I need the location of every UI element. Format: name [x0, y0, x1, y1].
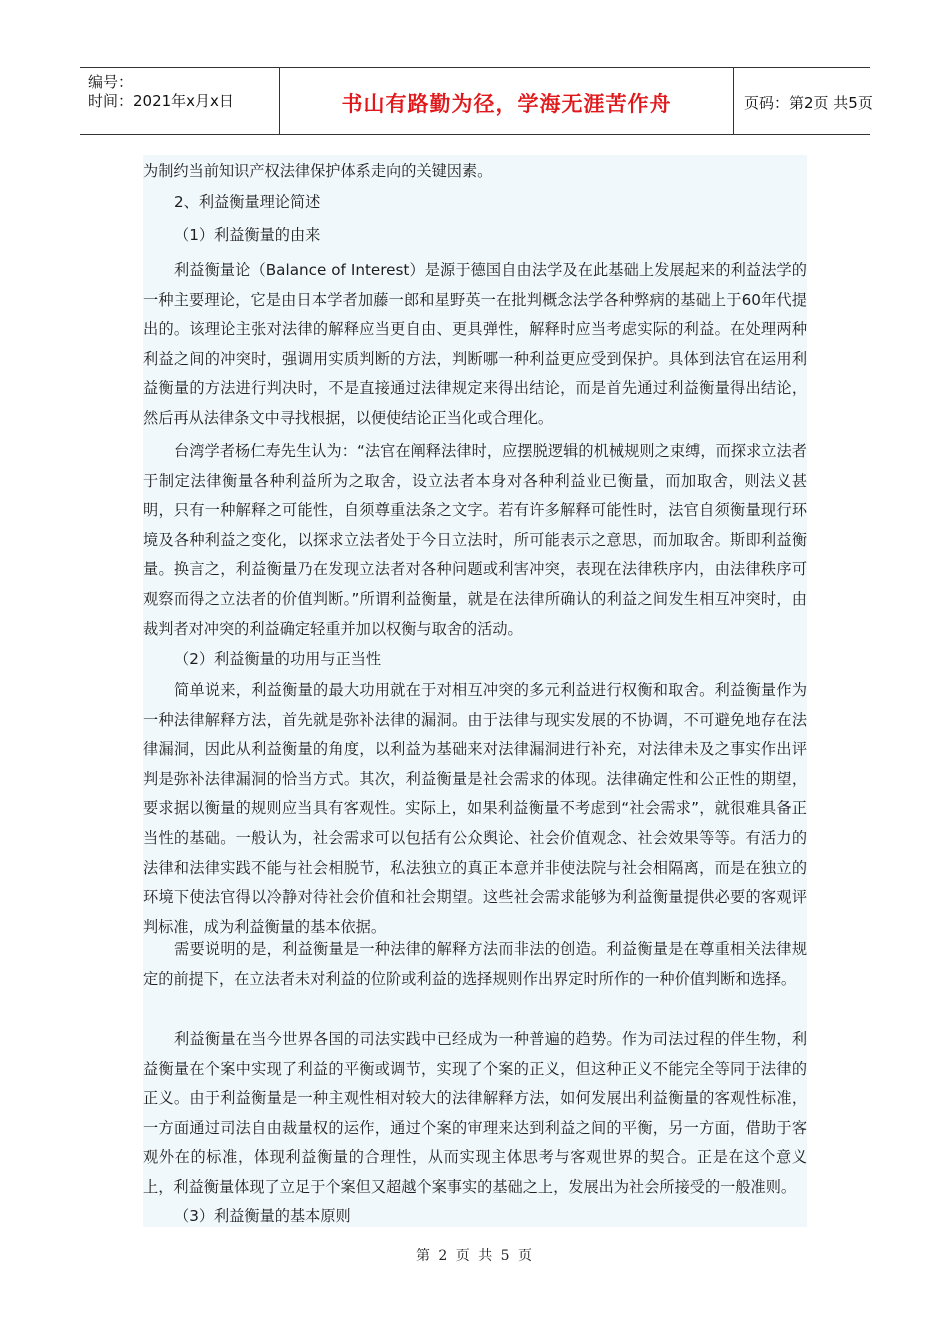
- document-number-label: 编号：: [88, 73, 134, 91]
- paragraph-origin: 利益衡量论（Balance of Interest）是源于德国自由法学及在此基础上发展起来的利益法学的一种主要理论，它是由日本学者加藤一郎和星野英一在批判概念法学各种弊病的基础上于60年代提出的。该理论主张对法律的解释应当更自由、更具弹性，解释时应当考虑实际的利益。在处理两种利益之间的冲突时，强调用实质判断的方法，判断哪一种利益更应受到保护。具体到法官在运用利益衡量的方法进行判决时，不是直接通过法律规定来得出结论，而是首先通过利益衡量得出结论，然后再从法律条文中寻找根据，以便使结论正当化或合理化。: [143, 261, 807, 427]
- paragraph-yang-quote: 台湾学者杨仁寿先生认为：“法官在阐释法律时，应摆脱逻辑的机械规则之束缚，而探求立法者于制定法律衡量各种利益所为之取舍，设立法者本身对各种利益业已衡量，而加取舍，则法义甚明，只有一种解释之可能性，自须尊重法条之文字。若有许多解释可能性时，法官自须衡量现行环境及各种利益之变化，以探求立法者处于今日立法时，所可能表示之意思，而加取舍。斯即利益衡量。换言之，利益衡量乃在发现立法者对各种问题或利害冲突，表现在法律秩序内，由法律秩序可观察而得之立法者的价值判断。”所谓利益衡量，就是在法律所确认的利益之间发生相互冲突时，由裁判者对冲突的利益确定轻重并加以权衡与取舍的活动。: [143, 442, 807, 638]
- paragraph-function: 简单说来，利益衡量的最大功用就在于对相互冲突的多元利益进行权衡和取舍。利益衡量作为一种法律解释方法，首先就是弥补法律的漏洞。由于法律与现实发展的不协调，不可避免地存在法律漏洞，因此从利益衡量的角度，以利益为基础来对法律漏洞进行补充，对法律未及之事实作出评判是弥补法律漏洞的恰当方式。其次，利益衡量是社会需求的体现。法律确定性和公正性的期望，要求据以衡量的规则应当具有客观性。实际上，如果利益衡量不考虑到“社会需求”，就很难具备正当性的基础。一般认为，社会需求可以包括有公众舆论、社会价值观念、社会效果等等。有活力的法律和法律实践不能与社会相脱节，私法独立的真正本意并非使法院与社会相隔离，而是在独立的环境下使法官得以冷静对待社会价值和社会期望。这些社会需求能够为利益衡量提供必要的客观评判标准，成为利益衡量的基本依据。: [143, 681, 807, 936]
- header-motto: 书山有路勤为径，学海无涯苦作舟: [341, 92, 672, 116]
- section-heading: 2、利益衡量理论简述: [174, 193, 321, 211]
- paragraph-continuation: 为制约当前知识产权法律保护体系走向的关键因素。: [143, 162, 493, 180]
- header-motto-cell: [280, 68, 734, 134]
- header-page-cell: [734, 68, 873, 134]
- paragraph-practice: 利益衡量在当今世界各国的司法实践中已经成为一种普遍的趋势。作为司法过程的伴生物，利益衡量在个案中实现了利益的平衡或调节，实现了个案的正义，但这种正义不能完全等同于法律的正义。由于利益衡量是一种主观性相对较大的法律解释方法，如何发展出利益衡量的客观性标准，一方面通过司法自由裁量权的运作，通过个案的审理来达到利益之间的平衡，另一方面，借助于客观外在的标准，体现利益衡量的合理性，从而实现主体思考与客观世界的契合。正是在这个意义上，利益衡量体现了立足于个案但又超越个案事实的基础之上，发展出为社会所接受的一般准则。: [143, 1030, 807, 1196]
- paragraph-explanation: 需要说明的是，利益衡量是一种法律的解释方法而非法的创造。利益衡量是在尊重相关法律规定的前提下，在立法者未对利益的位阶或利益的选择规则作出界定时所作的一种价值判断和选择。: [143, 940, 807, 988]
- page-header: [80, 67, 873, 135]
- page-footer: 第 2 页 共 5 页: [415, 1248, 535, 1264]
- document-body: [143, 155, 807, 1227]
- subsection-heading-origin: （1）利益衡量的由来: [174, 226, 321, 244]
- header-meta-cell: [80, 68, 280, 134]
- subsection-heading-function: （2）利益衡量的功用与正当性: [174, 650, 382, 668]
- subsection-heading-principles: （3）利益衡量的基本原则: [174, 1207, 351, 1225]
- header-page-info: 页码：第2页 共5页: [744, 94, 873, 112]
- document-date-label: 时间：2021年x月x日: [88, 92, 234, 110]
